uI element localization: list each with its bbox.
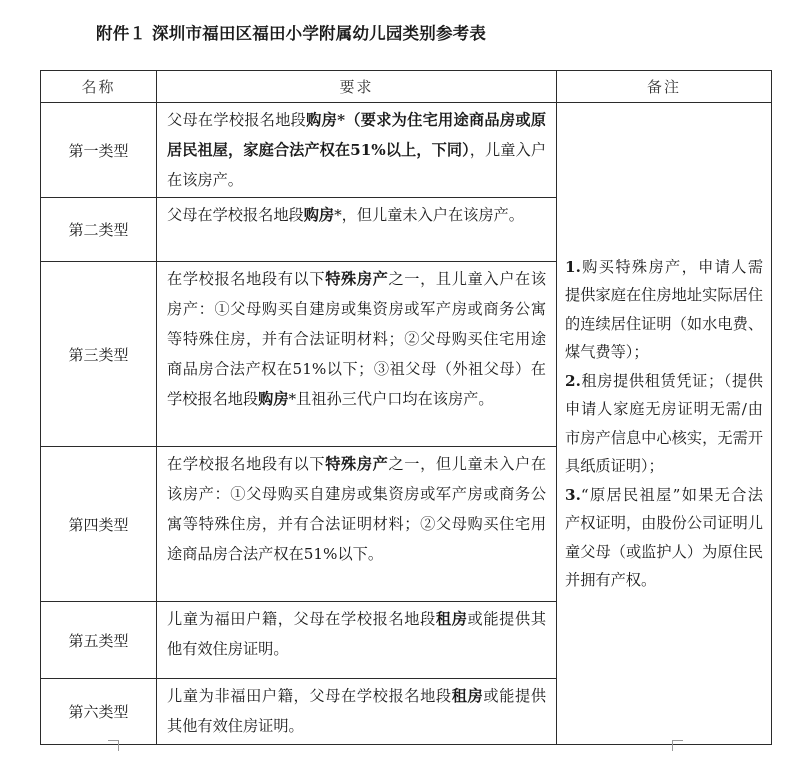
emphasis-text: 购房 <box>258 390 289 408</box>
note-cell <box>557 103 772 745</box>
text-run: 在学校报名地段有以下 <box>167 455 326 473</box>
header-note: 备注 <box>557 71 772 103</box>
text-run: “原居民祖屋”如果无合法产权证明，由股份公司证明儿童父母（或监护人）为原住民并拥有产权。 <box>565 485 763 589</box>
page-corner-mark-right <box>672 740 683 751</box>
category-name: 第六类型 <box>41 679 157 745</box>
emphasis-text: 购房 <box>303 206 335 224</box>
category-name: 第三类型 <box>41 262 157 447</box>
header-name: 名称 <box>41 71 157 103</box>
text-run: 儿童为福田户籍，父母在学校报名地段 <box>167 610 436 628</box>
emphasis-text: *（要求为住宅用途商品房或原居民祖屋，家庭合法产权在51%以上，下同） <box>167 111 547 159</box>
text-run: 之一，但儿童未入户在该房产：①父母购买自建房或集资房或军产房或商务公寓等特殊住房，并有合法证明材料；②父母购买住宅用途商品房合法产权在51%以下。 <box>167 455 547 563</box>
header-requirement: 要求 <box>157 71 557 103</box>
emphasis-text: 2. <box>565 371 581 390</box>
text-run: 或能提供其他有效住房证明。 <box>167 687 547 735</box>
category-name: 第二类型 <box>41 198 157 262</box>
text-run: 父母在学校报名地段 <box>167 206 304 224</box>
requirement-text <box>157 262 557 447</box>
table-header-row <box>41 71 772 103</box>
page-title: 附件１ 深圳市福田区福田小学附属幼儿园类别参考表 <box>96 24 487 43</box>
text-run: 儿童为非福田户籍，父母在学校报名地段 <box>167 687 452 705</box>
emphasis-text: 租房 <box>435 610 468 628</box>
emphasis-text: 特殊房产 <box>325 270 389 288</box>
text-run: 购买特殊房产，申请人需提供家庭在住房地址实际居住的连续居住证明（如水电费、煤气费等）； <box>565 257 763 361</box>
category-name: 第五类型 <box>41 602 157 679</box>
requirement-text <box>157 602 557 679</box>
text-run: 在学校报名地段有以下 <box>167 270 326 288</box>
text-run: ，儿童入户在该房产。 <box>167 141 547 189</box>
requirement-text <box>157 679 557 745</box>
table-row <box>41 103 772 198</box>
text-run: 父母在学校报名地段 <box>167 111 307 129</box>
category-name: 第一类型 <box>41 103 157 198</box>
text-run: 或能提供其他有效住房证明。 <box>167 610 547 658</box>
text-run: 租房提供租赁凭证；（提供申请人家庭无房证明无需/由市房产信息中心核实，无需开具纸质证明）； <box>565 371 763 475</box>
text-run: *且祖孙三代户口均在该房产。 <box>288 390 494 408</box>
page-corner-mark-left <box>108 740 119 751</box>
emphasis-text: 1. <box>565 257 581 276</box>
emphasis-text: 3. <box>565 485 581 504</box>
emphasis-text: 特殊房产 <box>325 455 389 473</box>
requirement-text <box>157 103 557 198</box>
text-run: 之一，且儿童入户在该房产：①父母购买自建房或集资房或军产房或商务公寓等特殊住房，并有合法证明材料；②父母购买住宅用途商品房合法产权在51%以下；③祖父母（外祖父母）在学校报名地段 <box>167 270 547 408</box>
requirement-text <box>157 198 557 262</box>
requirement-text <box>157 447 557 602</box>
emphasis-text: 购房 <box>306 111 338 129</box>
text-run: *，但儿童未入户在该房产。 <box>334 206 524 224</box>
category-name: 第四类型 <box>41 447 157 602</box>
emphasis-text: 租房 <box>451 687 484 705</box>
category-table <box>40 70 772 745</box>
